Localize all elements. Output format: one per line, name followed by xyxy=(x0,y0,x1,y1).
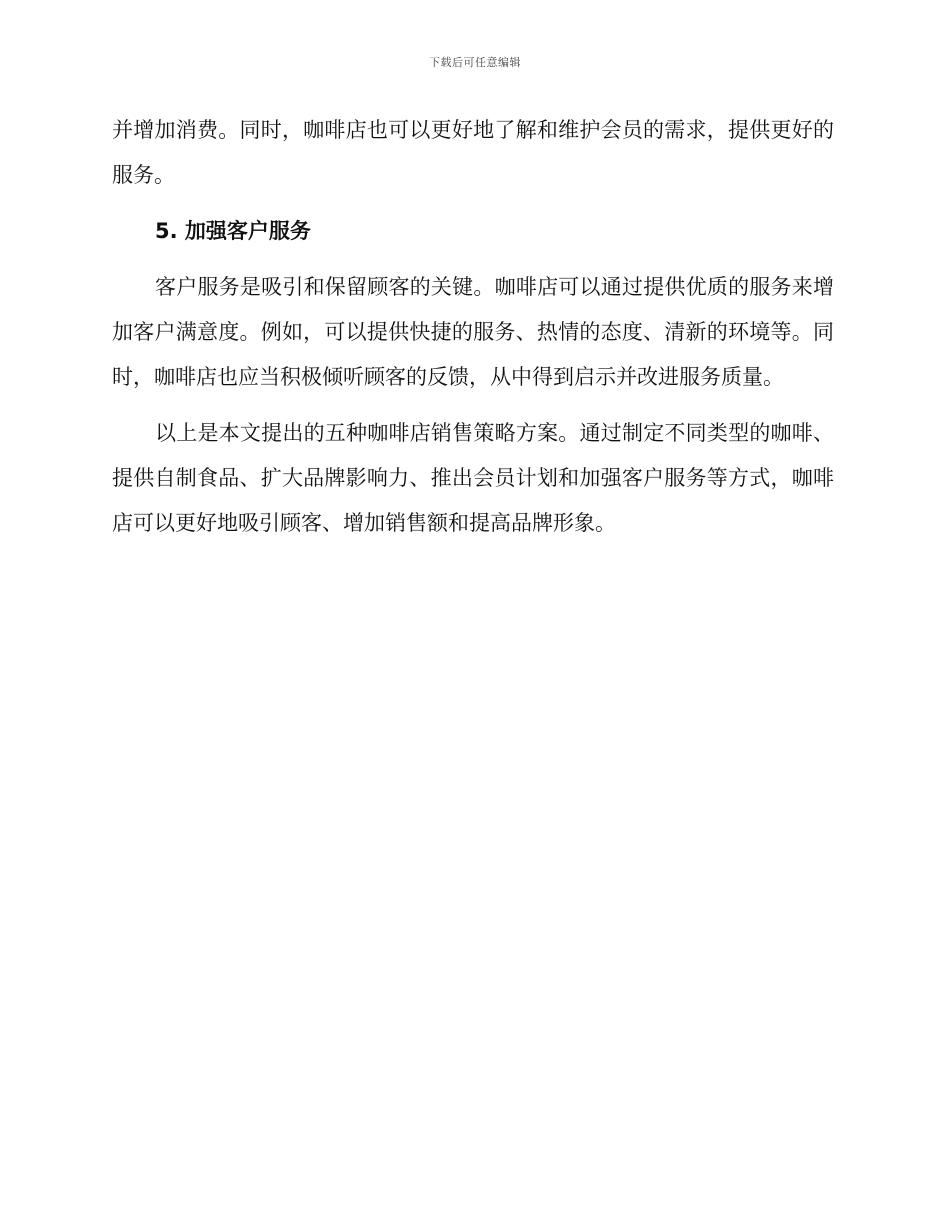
continued-paragraph: 并增加消费。同时，咖啡店也可以更好地了解和维护会员的需求，提供更好的服务。 xyxy=(112,118,834,187)
section-body-customer-service: 客户服务是吸引和保留顾客的关键。咖啡店可以通过提供优质的服务来增加客户满意度。例如，可以提供快捷的服务、热情的态度、清新的环境等。同时，咖啡店也应当积极倾听顾客的反馈，从中得到启示并改进服务质量。 xyxy=(112,275,834,389)
conclusion-paragraph: 以上是本文提出的五种咖啡店销售策略方案。通过制定不同类型的咖啡、提供自制食品、扩大品牌影响力、推出会员计划和加强客户服务等方式，咖啡店可以更好地吸引顾客、增加销售额和提高品牌形象。 xyxy=(112,421,834,535)
page-header: 下载后可任意编辑 xyxy=(429,56,521,69)
section-heading-customer-service: 5. 加强客户服务 xyxy=(155,219,311,243)
document-body xyxy=(112,108,834,546)
